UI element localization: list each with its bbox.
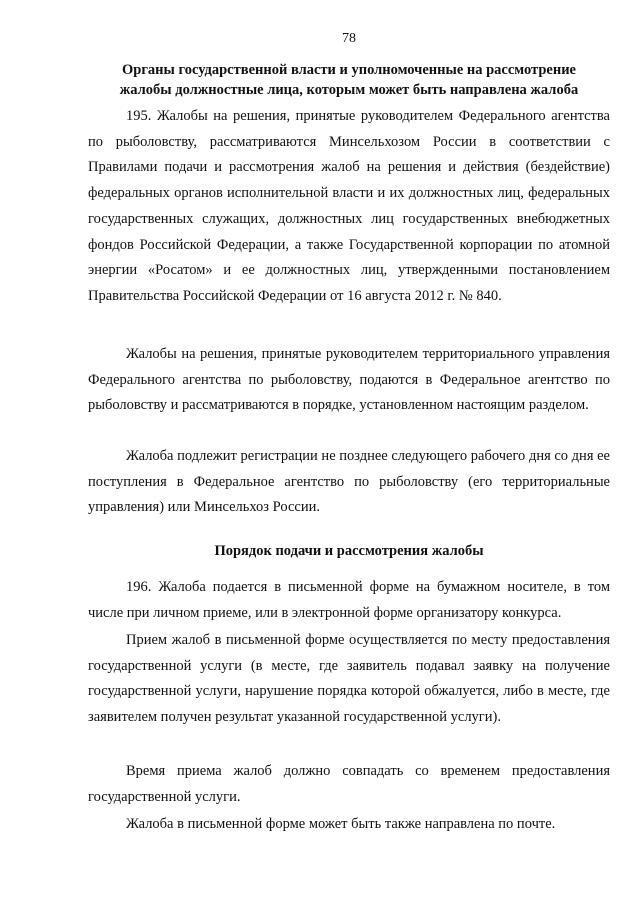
paragraph-registration (88, 444, 610, 521)
paragraph-text: Время приема жалоб должно совпадать со временем предоставления государственной услуги. (88, 763, 610, 805)
paragraph-territorial-complaints (88, 342, 610, 419)
heading-line: жалобы должностные лица, которым может быть направлена жалоба (119, 82, 579, 98)
section-heading-complaint-authorities (88, 60, 610, 100)
paragraph-text: Жалоба подлежит регистрации не позднее следующего рабочего дня со дня ее поступления в Федеральное агентство по рыболовству (его территориальные управления) или Минсельхоз России. (88, 448, 610, 516)
paragraph-reception-place (88, 628, 610, 731)
paragraph-text: 196. Жалоба подается в письменной форме на бумажном носителе, в том числе при личном приеме, или в электронной форме организатору конкурса. (88, 579, 610, 621)
paragraph-postal (88, 812, 610, 838)
heading-line: Органы государственной власти и уполномоченные на рассмотрение (122, 62, 576, 78)
paragraph-195 (88, 104, 610, 310)
section-heading-filing-procedure: Порядок подачи и рассмотрения жалобы (214, 543, 484, 559)
paragraph-text: Жалобы на решения, принятые руководителем территориального управления Федерального агентства по рыболовству, подаются в Федеральное агентство по рыболовству и рассматриваются в порядке, установленном настоящим разделом. (88, 346, 610, 414)
paragraph-text: 195. Жалобы на решения, принятые руководителем Федерального агентства по рыболовству, рассматриваются Минсельхозом России в соответствии с Правилами подачи и рассмотрения жалоб на решения и действия (бездействие) федеральных органов исполнительной власти и их должностных лиц, федеральных государственных служащих, должностных лиц государственных внебюджетных фондов Российской Федерации, а также Государственной корпорации по атомной энергии «Росатом» и ее должностных лиц, утвержденными постановлением Правительства Российской Федерации от 16 августа 2012 г. № 840. (88, 108, 610, 304)
paragraph-reception-time (88, 759, 610, 810)
paragraph-196 (88, 575, 610, 626)
paragraph-text: Жалоба в письменной форме может быть также направлена по почте. (126, 816, 556, 832)
document-page (88, 0, 610, 905)
page-number: 78 (342, 31, 356, 46)
paragraph-text: Прием жалоб в письменной форме осуществляется по месту предоставления государственной услуги (в месте, где заявитель подавал заявку на получение государственной услуги, нарушение порядка которой обжалуется, либо в месте, где заявителем получен результат указанной государственной услуги). (88, 632, 610, 726)
